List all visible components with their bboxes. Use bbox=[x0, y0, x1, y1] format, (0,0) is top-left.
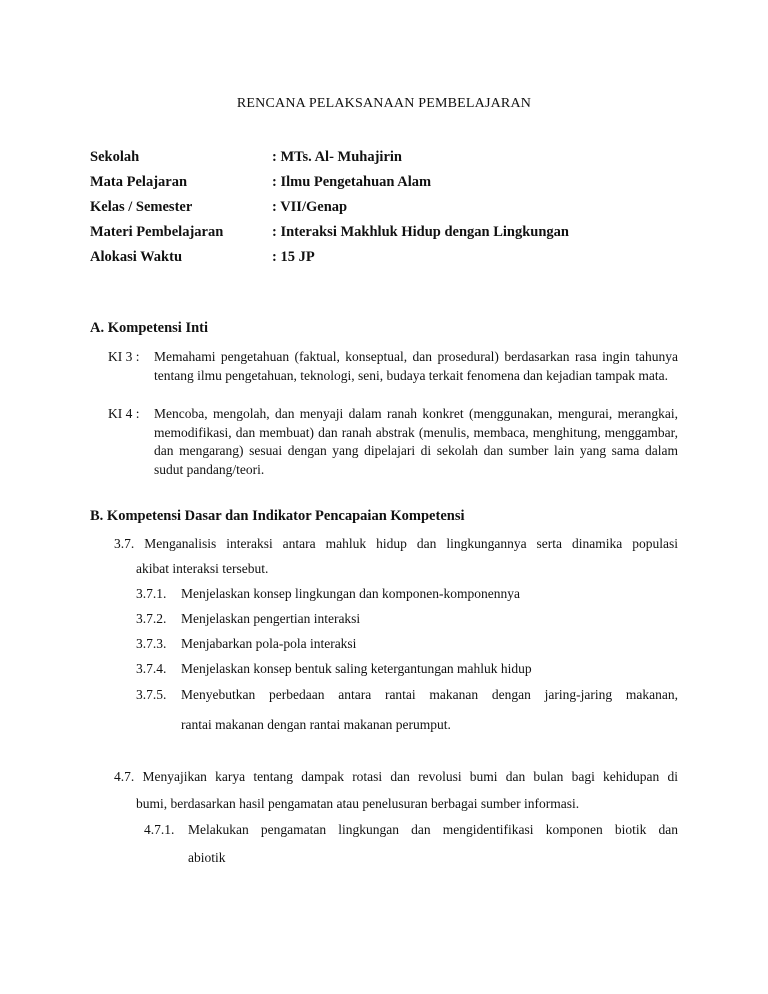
identity-label: Mata Pelajaran bbox=[90, 174, 188, 190]
identity-value: : Interaksi Makhluk Hidup dengan Lingkungan bbox=[272, 224, 569, 240]
indicator-number: 3.7.2. bbox=[136, 611, 167, 626]
ki3-item bbox=[108, 348, 678, 385]
indicator-3-7-3 bbox=[136, 635, 678, 653]
identity-row-subject bbox=[90, 172, 569, 197]
section-b-heading: B. Kompetensi Dasar dan Indikator Pencapaian Kompetensi bbox=[90, 508, 465, 524]
indicator-text: Menjelaskan konsep lingkungan dan komponen-komponennya bbox=[181, 586, 520, 601]
indicator-3-7-2 bbox=[136, 610, 678, 628]
identity-table bbox=[90, 147, 569, 272]
ki-text: Mencoba, mengolah, dan menyaji dalam ranah konkret (menggunakan, mengurai, merangkai, memodifikasi, dan membuat) dan ranah abstrak (menulis, membaca, menghitung, menggambar, dan mengarang) sesuai dengan yang dipelajari di sekolah dan sumber lain yang sama dalam sudut pandang/teori. bbox=[154, 406, 678, 477]
identity-value: : MTs. Al- Muhajirin bbox=[272, 149, 402, 165]
identity-label: Sekolah bbox=[90, 149, 140, 165]
section-a-heading: A. Kompetensi Inti bbox=[90, 320, 209, 336]
kd-4-7-line1: 4.7. Menyajikan karya tentang dampak rotasi dan revolusi bumi dan bulan bagi kehidupan di bbox=[114, 769, 678, 784]
identity-row-school bbox=[90, 147, 569, 172]
identity-value: : Ilmu Pengetahuan Alam bbox=[272, 174, 432, 190]
ki-code: KI 3 : bbox=[108, 349, 140, 364]
identity-label: Kelas / Semester bbox=[90, 199, 193, 215]
indicator-number: 3.7.5. bbox=[136, 687, 167, 702]
identity-row-class bbox=[90, 197, 569, 222]
indicator-number: 3.7.4. bbox=[136, 661, 167, 676]
ki-code: KI 4 : bbox=[108, 406, 140, 421]
indicator-4-7-1 bbox=[144, 821, 678, 839]
indicator-text: Menjabarkan pola-pola interaksi bbox=[181, 636, 357, 651]
kd-4-7-line2: bumi, berdasarkan hasil pengamatan atau penelusuran berbagai sumber informasi. bbox=[136, 796, 580, 811]
identity-value: : VII/Genap bbox=[272, 199, 348, 215]
indicator-3-7-5 bbox=[136, 686, 678, 704]
identity-label: Alokasi Waktu bbox=[90, 249, 183, 265]
document-title: RENCANA PELAKSANAAN PEMBELAJARAN bbox=[236, 96, 532, 111]
identity-row-time bbox=[90, 247, 569, 272]
indicator-3-7-1 bbox=[136, 585, 678, 603]
identity-value: : 15 JP bbox=[272, 249, 315, 265]
indicator-text: Menjelaskan konsep bentuk saling ketergantungan mahluk hidup bbox=[181, 661, 532, 676]
indicator-number: 3.7.3. bbox=[136, 636, 167, 651]
indicator-number: 4.7.1. bbox=[144, 822, 175, 837]
indicator-text: Menjelaskan pengertian interaksi bbox=[181, 611, 361, 626]
indicator-3-7-4 bbox=[136, 660, 678, 678]
ki4-item bbox=[108, 405, 678, 479]
indicator-3-7-5-cont: rantai makanan dengan rantai makanan perumput. bbox=[181, 717, 451, 732]
indicator-number: 3.7.1. bbox=[136, 586, 167, 601]
identity-row-material bbox=[90, 222, 569, 247]
indicator-text: Menyebutkan perbedaan antara rantai makanan dengan jaring-jaring makanan, bbox=[181, 687, 678, 702]
indicator-text: Melakukan pengamatan lingkungan dan mengidentifikasi komponen biotik dan bbox=[188, 822, 678, 837]
kd-3-7-line2: akibat interaksi tersebut. bbox=[136, 561, 269, 576]
kd-3-7-line1: 3.7. Menganalisis interaksi antara mahluk hidup dan lingkungannya serta dinamika populasi bbox=[114, 536, 678, 551]
identity-label: Materi Pembelajaran bbox=[90, 224, 224, 240]
ki-text: Memahami pengetahuan (faktual, konseptual, dan prosedural) berdasarkan rasa ingin tahunya tentang ilmu pengetahuan, teknologi, seni, budaya terkait fenomena dan kejadian tampak mata. bbox=[154, 349, 678, 383]
indicator-4-7-1-cont: abiotik bbox=[188, 850, 226, 865]
